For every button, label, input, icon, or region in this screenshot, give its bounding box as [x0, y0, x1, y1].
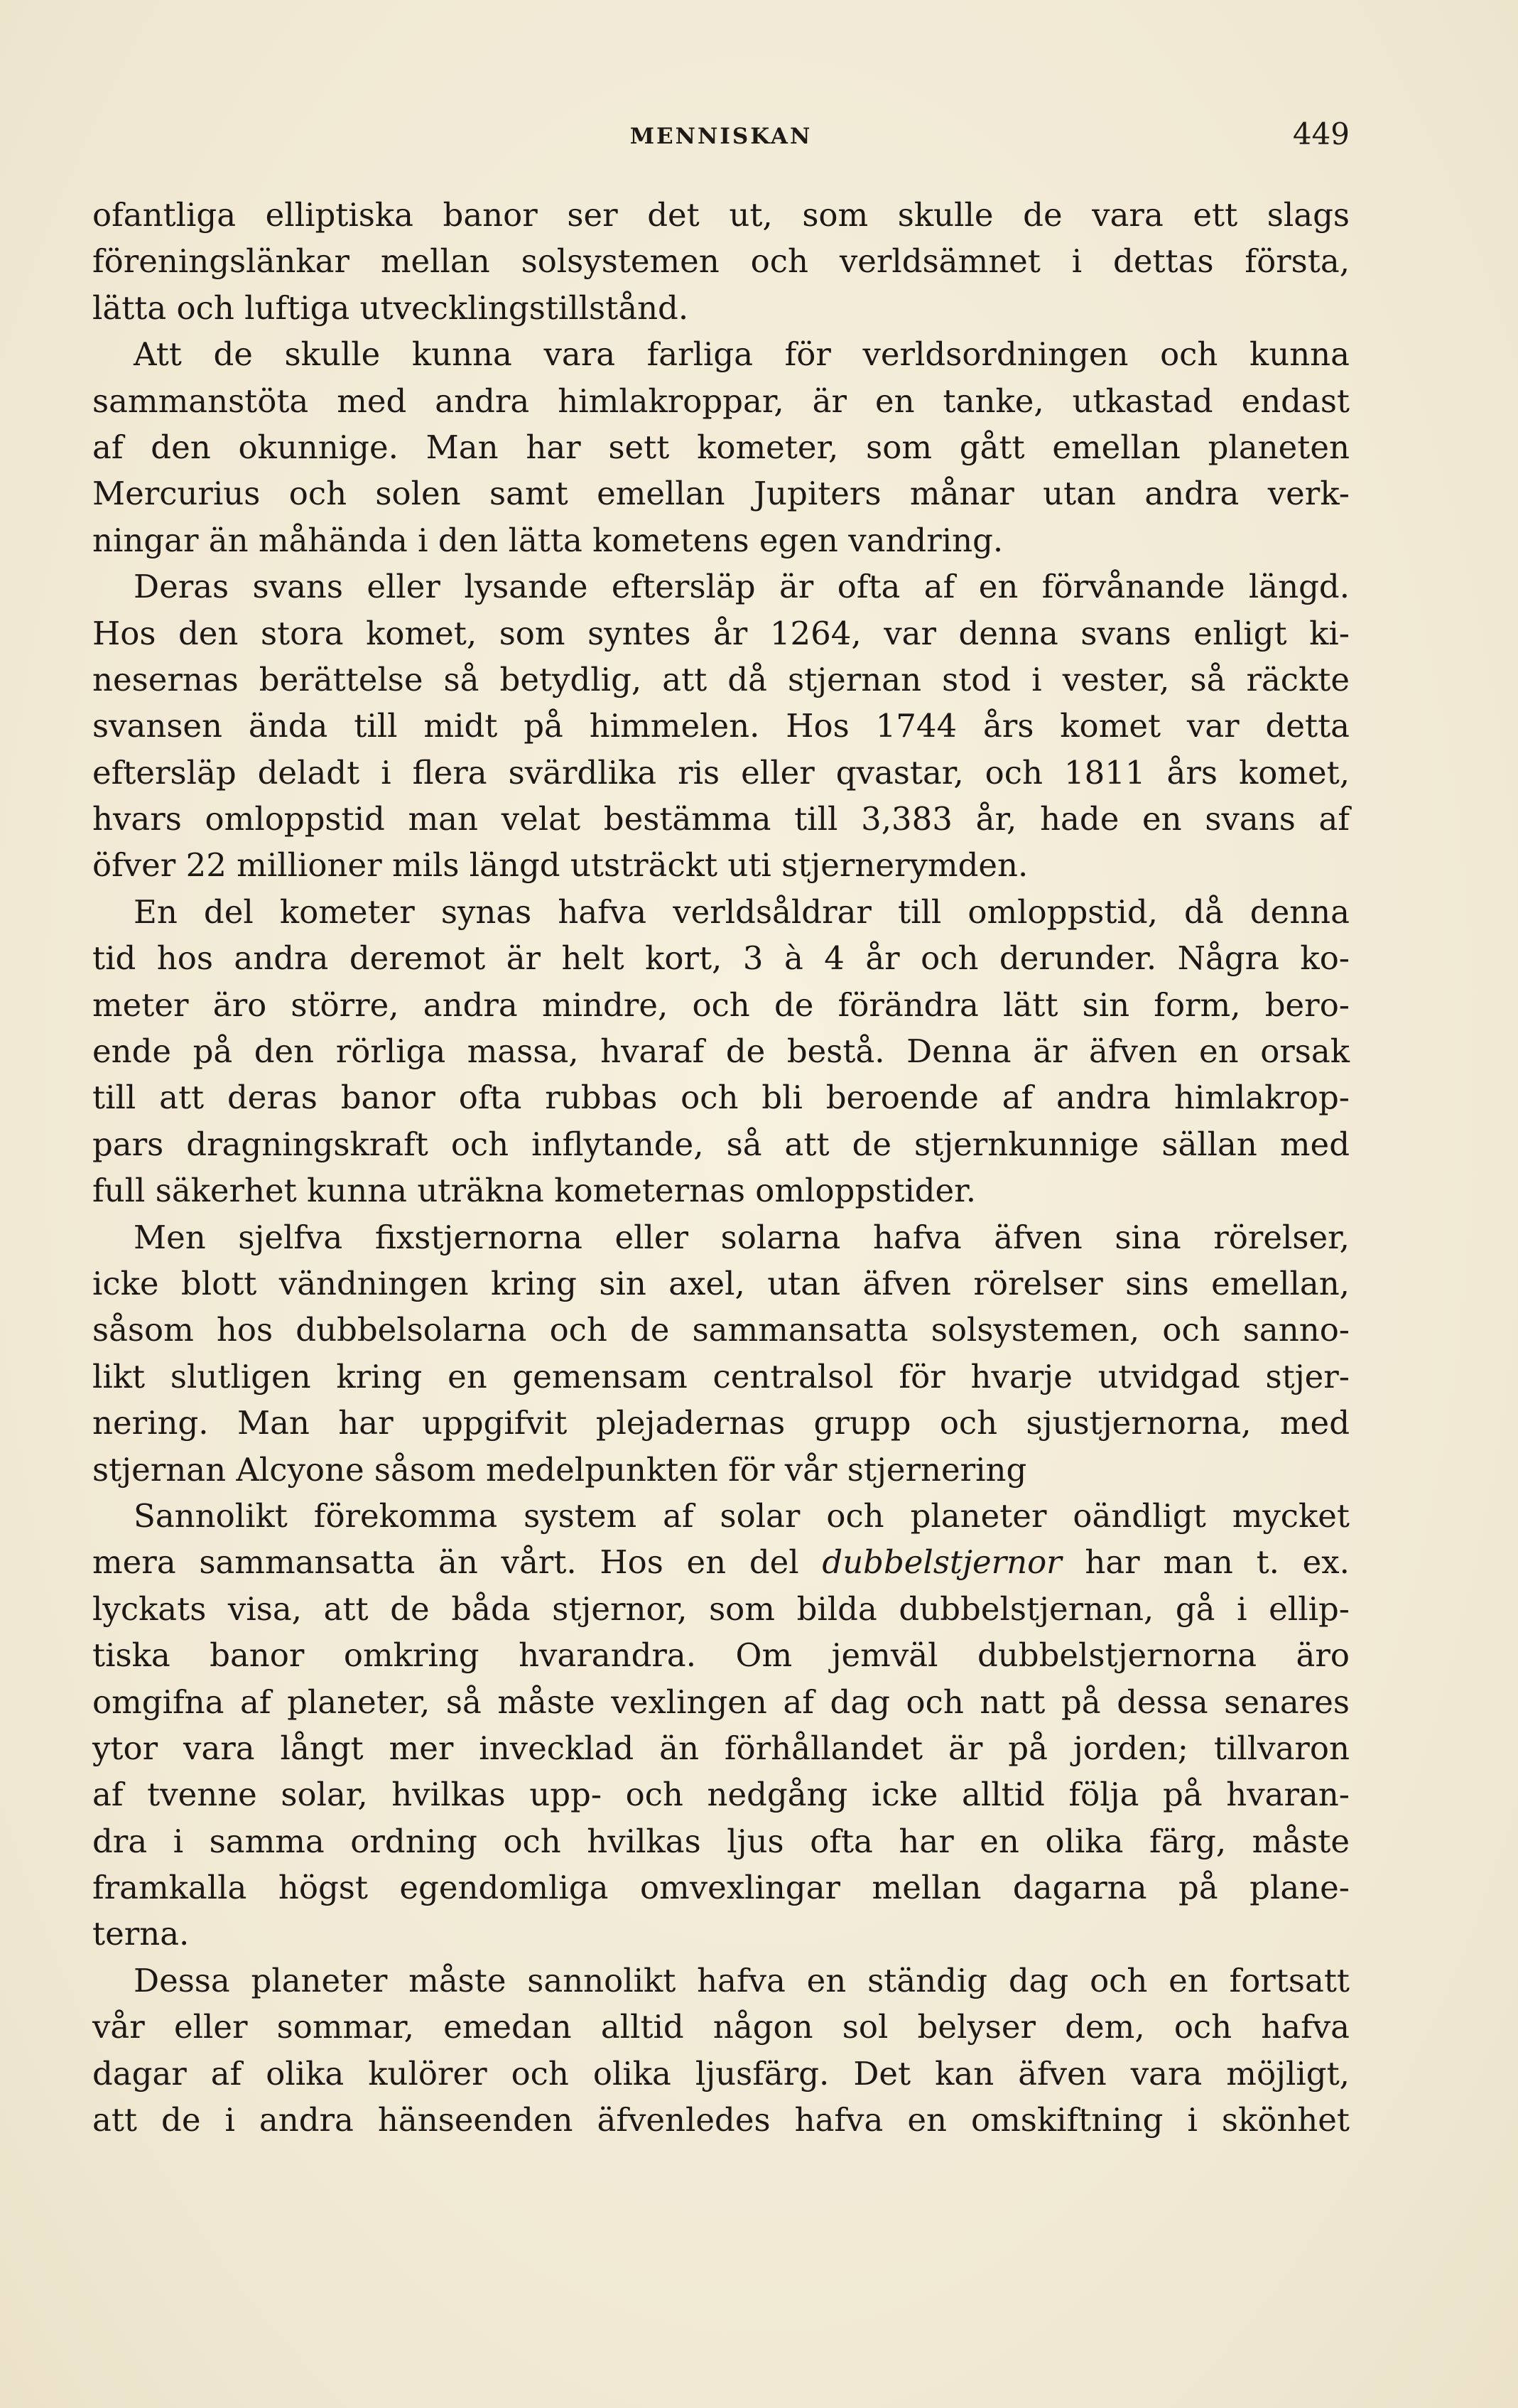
text-line: af den okunnige. Man har sett kometer, som gått emellan planeten [92, 428, 1350, 466]
text-line: Deras svans eller lysande eftersläp är ofta af en förvånande längd. [134, 568, 1350, 606]
text-line: ende på den rörliga massa, hvaraf de bestå. Denna är äfven en orsak [92, 1032, 1350, 1071]
text-line: terna. [92, 1915, 190, 1953]
page-header [92, 114, 1350, 156]
running-head: MENNISKAN [629, 124, 813, 149]
text-line: mera sammansatta än vårt. Hos en del dubbelstjernor har man t. ex. [92, 1543, 1350, 1582]
body-text [92, 192, 1350, 2143]
text-line: till att deras banor ofta rubbas och bli beroende af andra himlakrop- [92, 1079, 1350, 1117]
text-line: Mercurius och solen samt emellan Jupiters månar utan andra verk- [92, 475, 1350, 513]
text-line: att de i andra hänseenden äfvenledes hafva en omskiftning i skönhet [92, 2101, 1350, 2139]
text-line: eftersläp deladt i flera svärdlika ris eller qvastar, och 1811 års komet, [92, 753, 1350, 792]
text-line: framkalla högst egendomliga omvexlingar mellan dagarna på plane- [92, 1869, 1350, 1907]
text-line: såsom hos dubbelsolarna och de sammansatta solsystemen, och sanno- [92, 1311, 1350, 1349]
text-line: ytor vara långt mer invecklad än förhållandet är på jorden; tillvaron [92, 1729, 1350, 1767]
text-line: ningar än måhända i den lätta kometens egen vandring. [92, 521, 1004, 559]
text-line: tid hos andra deremot är helt kort, 3 à 4 år och derunder. Några ko- [92, 939, 1350, 978]
text-line: lätta och luftiga utvecklingstillstånd. [92, 288, 689, 327]
text-line: lyckats visa, att de båda stjernor, som bilda dubbelstjernan, gå i ellip- [92, 1589, 1350, 1628]
text-line: nesernas berättelse så betydlig, att då stjernan stod i vester, så räckte [92, 660, 1350, 698]
text-line: dagar af olika kulörer och olika ljusfärg. Det kan äfven vara möjligt, [92, 2054, 1350, 2093]
text-line: dra i samma ordning och hvilkas ljus ofta har en olika färg, måste [92, 1822, 1350, 1860]
text-line: ofantliga elliptiska banor ser det ut, som skulle de vara ett slags [92, 196, 1350, 234]
text-line: hvars omloppstid man velat bestämma till 3,383 år, hade en svans af [92, 800, 1350, 838]
text-line: nering. Man har uppgifvit plejadernas grupp och sjustjernorna, med [92, 1404, 1350, 1442]
text-line: Att de skulle kunna vara farliga för verldsordningen och kunna [134, 335, 1350, 374]
text-line: Hos den stora komet, som syntes år 1264, var denna svans enligt ki- [92, 614, 1350, 652]
text-line: tiska banor omkring hvarandra. Om jemväl dubbelstjernorna äro [92, 1636, 1350, 1675]
text-line: sammanstöta med andra himlakroppar, är en tanke, utkastad endast [92, 382, 1350, 420]
text-line: stjernan Alcyone såsom medelpunkten för vår stjernering [92, 1450, 1027, 1489]
text-line: meter äro större, andra mindre, och de förändra lätt sin form, bero- [92, 986, 1350, 1024]
text-line: Dessa planeter måste sannolikt hafva en ständig dag och en fortsatt [134, 1961, 1350, 1999]
text-line: likt slutligen kring en gemensam centralsol för hvarje utvidgad stjer- [92, 1357, 1350, 1395]
text-line: vår eller sommar, emedan alltid någon sol belyser dem, och hafva [92, 2008, 1350, 2046]
text-line: svansen ända till midt på himmelen. Hos 1744 års komet var detta [92, 707, 1350, 745]
text-line: En del kometer synas hafva verldsåldrar till omloppstid, då denna [134, 892, 1350, 931]
text-line: Men sjelfva fixstjernorna eller solarna hafva äfven sina rörelser, [134, 1218, 1350, 1256]
text-line: pars dragningskraft och inflytande, så att de stjernkunnige sällan med [92, 1125, 1350, 1163]
text-line: icke blott vändningen kring sin axel, utan äfven rörelser sins emellan, [92, 1264, 1350, 1302]
text-line: af tvenne solar, hvilkas upp- och nedgång icke alltid följa på hvaran- [92, 1776, 1350, 1814]
text-line: föreningslänkar mellan solsystemen och verldsämnet i dettas första, [92, 242, 1350, 281]
italic-term: dubbelstjernor [822, 1543, 1062, 1582]
text-line: full säkerhet kunna uträkna kometernas omloppstider. [92, 1172, 977, 1210]
text-line: omgifna af planeter, så måste vexlingen af dag och natt på dessa senares [92, 1683, 1350, 1721]
page-number: 449 [1292, 117, 1350, 151]
text-line: Sannolikt förekomma system af solar och planeter oändligt mycket [134, 1496, 1350, 1535]
text-line: öfver 22 millioner mils längd utsträckt uti stjernerymden. [92, 846, 1029, 885]
